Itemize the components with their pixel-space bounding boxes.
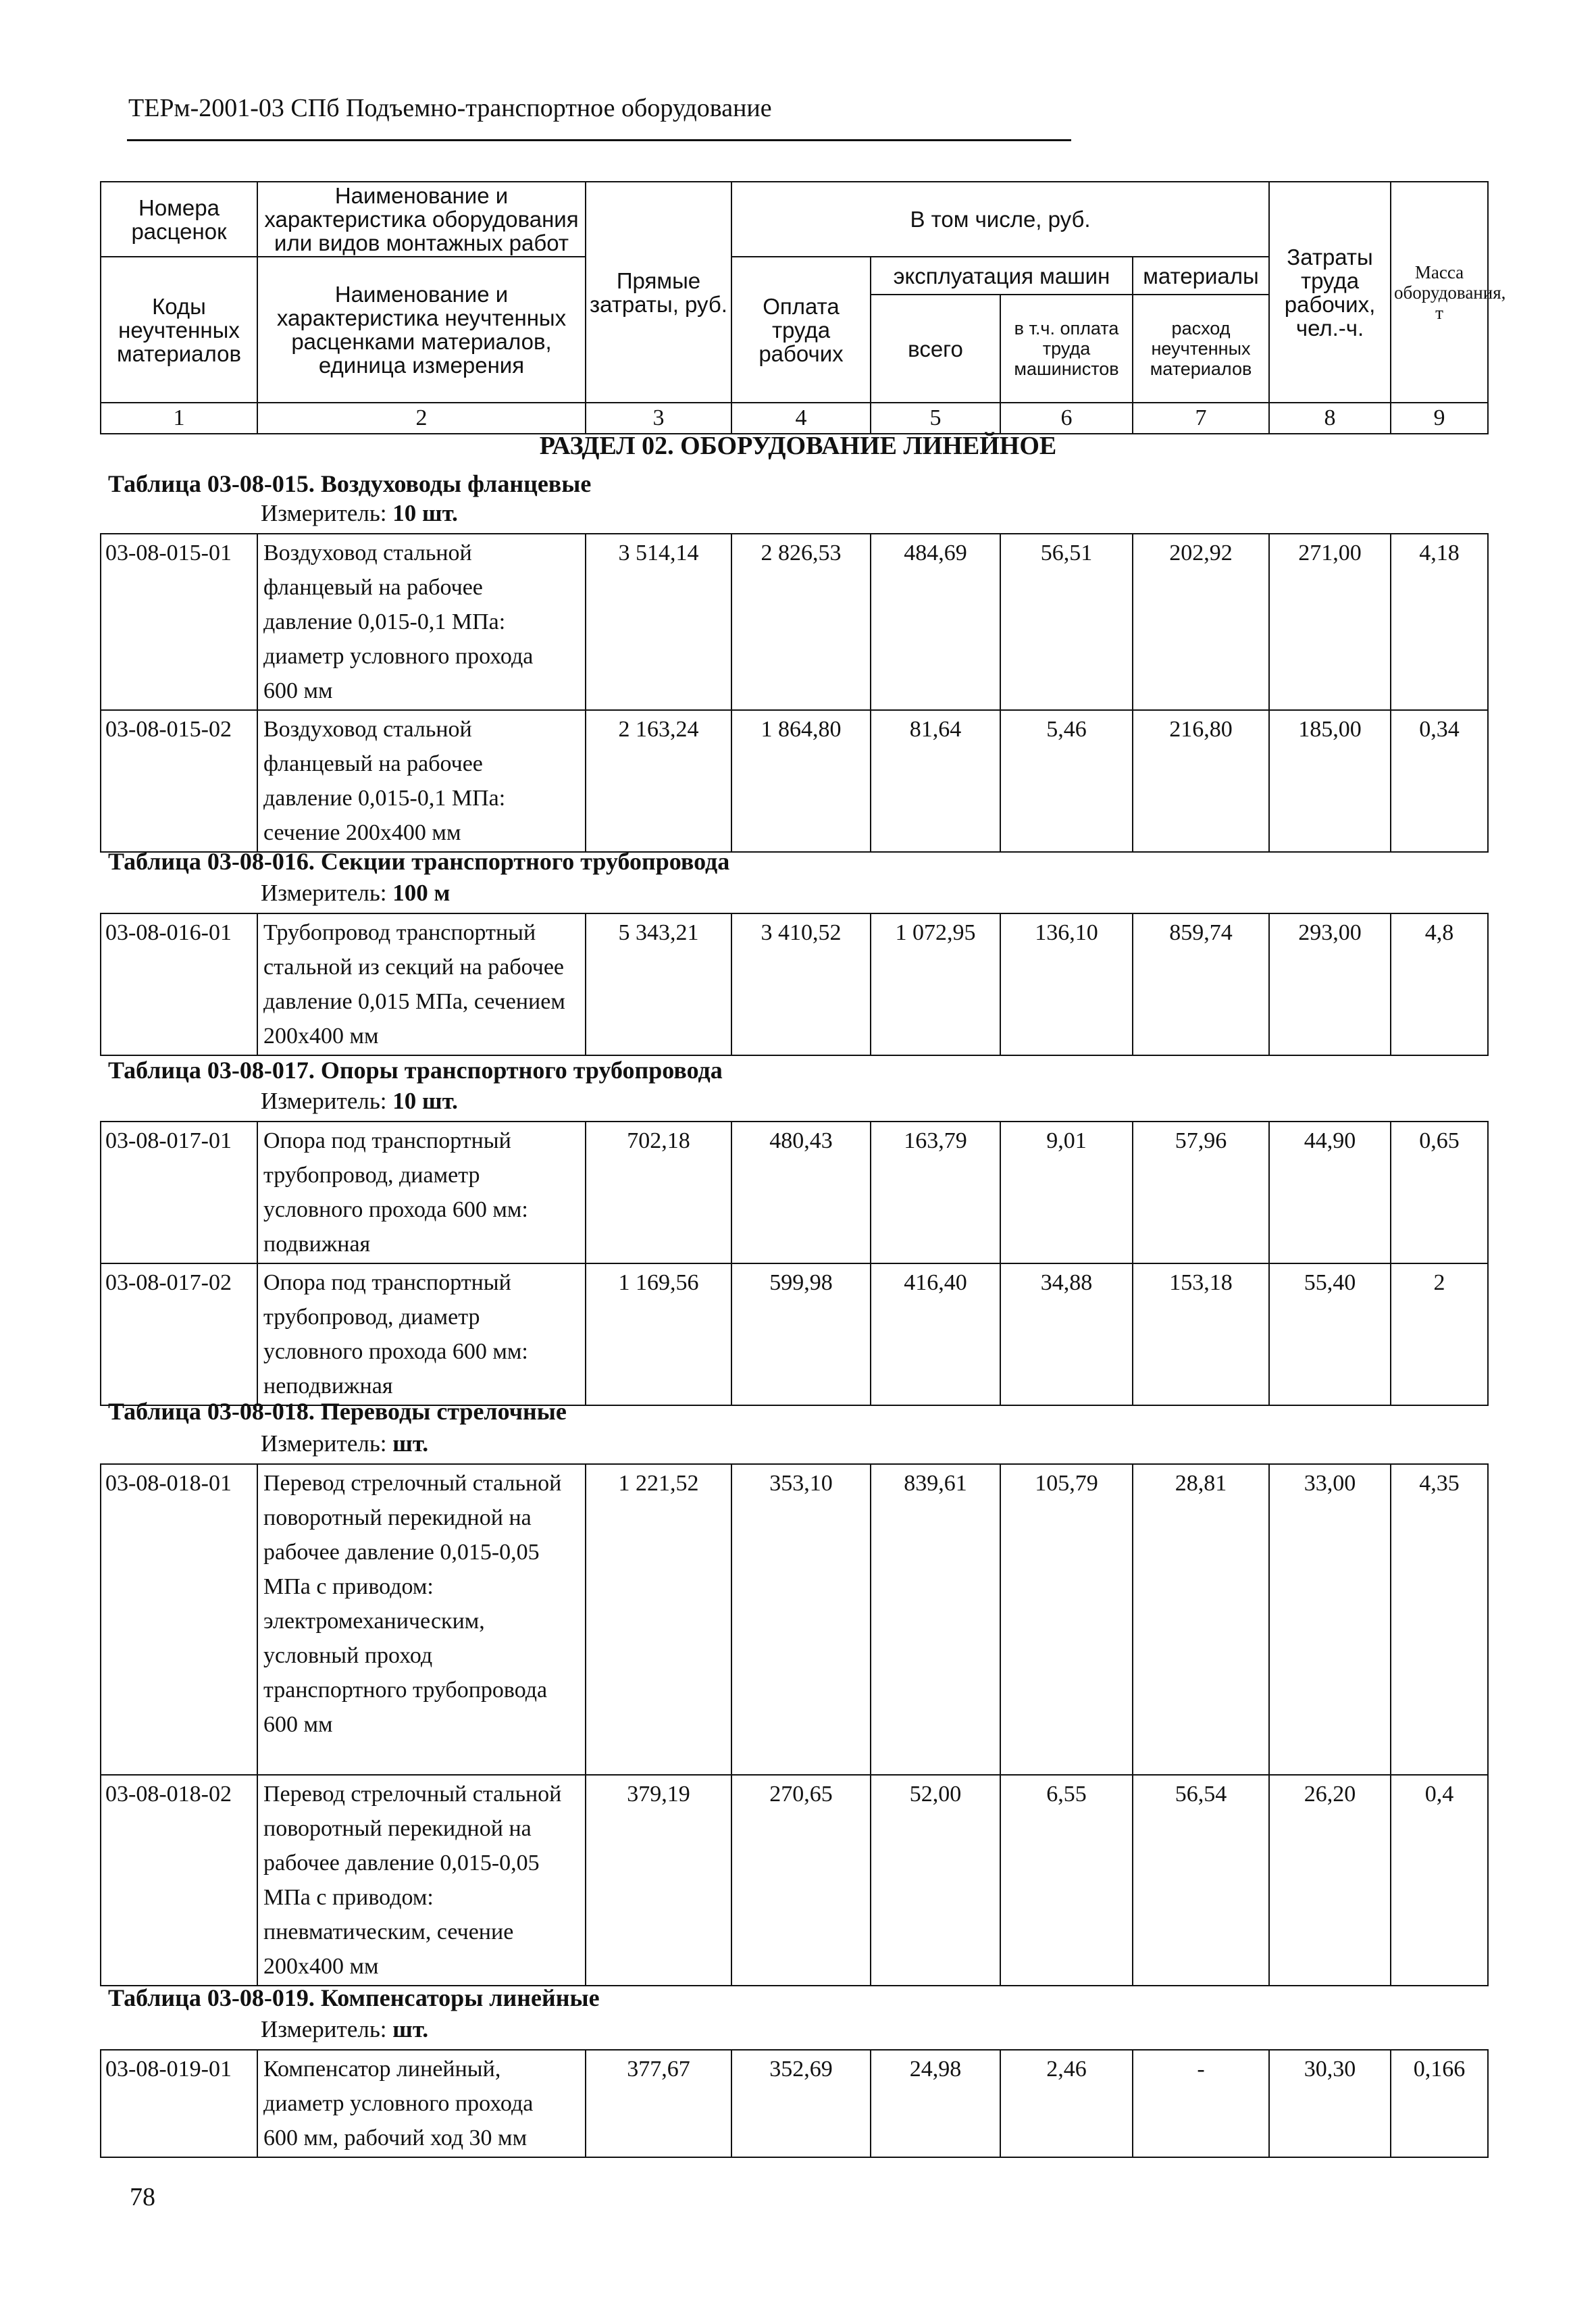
value-direct: 2 163,24 [586,710,731,852]
rate-code: 03-08-016-01 [101,913,257,1055]
value-operators: 105,79 [1000,1464,1133,1775]
value-machines: 24,98 [871,2050,1000,2157]
work-description [257,913,586,1055]
column-number: 6 [1000,403,1133,434]
rate-code: 03-08-015-02 [101,710,257,852]
table-title: Таблица 03-08-016. Секции транспортного трубопровода [108,848,730,875]
value-machines: 416,40 [871,1263,1000,1405]
column-number: 7 [1133,403,1269,434]
table-row [101,913,1488,1055]
value-mass: 2 [1391,1263,1488,1405]
description-line: неподвижная [263,1374,393,1399]
table-title: Таблица 03-08-015. Воздуховоды фланцевые [108,470,592,497]
rate-code: 03-08-017-01 [101,1122,257,1263]
description-line: давление 0,015-0,1 МПа: [263,786,506,811]
page-header: ТЕРм-2001-03 СПб Подъемно-транспортное оборудование [128,94,772,122]
rate-table [100,1463,1489,1986]
unit-label: Измеритель: [261,2016,387,2042]
rate-code: 03-08-019-01 [101,2050,257,2157]
table-row [101,2050,1488,2157]
unit-label: Измеритель: [261,1430,387,1457]
description-line: фланцевый на рабочее [263,751,483,776]
unit-of-measure [261,1088,458,1115]
unit-label: Измеритель: [261,1088,387,1114]
value-mass: 0,65 [1391,1122,1488,1263]
description-line: давление 0,015 МПа, сечением [263,989,565,1014]
header-rule [127,139,1071,141]
column-number: 5 [871,403,1000,434]
value-direct: 1 169,56 [586,1263,731,1405]
description-line: рабочее давление 0,015-0,05 [263,1540,540,1565]
description-line: диаметр условного прохода [263,2091,534,2116]
description-line: 200х400 мм [263,1024,379,1049]
description-line: сечение 200х400 мм [263,820,461,845]
value-wages: 353,10 [731,1464,871,1775]
value-direct: 3 514,14 [586,534,731,710]
value-mass: 4,8 [1391,913,1488,1055]
work-description [257,2050,586,2157]
value-wages: 1 864,80 [731,710,871,852]
description-line: стальной из секций на рабочее [263,955,565,980]
header-including: В том числе, руб. [731,182,1269,257]
value-operators: 56,51 [1000,534,1133,710]
unit-of-measure [261,880,450,907]
value-materials: 56,54 [1133,1775,1269,1986]
value-wages: 599,98 [731,1263,871,1405]
value-materials: 859,74 [1133,913,1269,1055]
description-line: электромеханическим, [263,1609,485,1634]
description-line: 200х400 мм [263,1954,379,1979]
description-line: условного прохода 600 мм: [263,1339,528,1364]
description-line: рабочее давление 0,015-0,05 [263,1851,540,1876]
value-mass: 0,166 [1391,2050,1488,2157]
description-line: диаметр условного прохода [263,644,534,669]
value-mass: 0,4 [1391,1775,1488,1986]
page-number: 78 [130,2183,155,2211]
table-row [101,1122,1488,1263]
value-mass: 4,18 [1391,534,1488,710]
value-materials: 28,81 [1133,1464,1269,1775]
work-description [257,1464,586,1775]
header-work-name: Наименование и характеристика оборудования или видов монтажных работ [257,182,586,257]
value-wages: 270,65 [731,1775,871,1986]
column-number: 1 [101,403,257,434]
rate-table [100,913,1489,1056]
table-row [101,1263,1488,1405]
value-machines: 52,00 [871,1775,1000,1986]
rate-table [100,2049,1489,2158]
value-direct: 379,19 [586,1775,731,1986]
value-machines: 484,69 [871,534,1000,710]
value-labor: 30,30 [1269,2050,1391,2157]
unit-of-measure [261,2016,428,2043]
unit-value: 10 шт. [392,1088,458,1114]
header-unaccounted-materials: расход неучтенных материалов [1133,295,1269,403]
column-header-table [100,181,1506,434]
header-materials: материалы [1133,257,1269,295]
work-description [257,534,586,710]
header-machines-total: всего [871,295,1000,403]
description-line: Воздуховод стальной [263,540,472,565]
description-line: подвижная [263,1232,371,1257]
table-title: Таблица 03-08-017. Опоры транспортного трубопровода [108,1057,723,1084]
work-description [257,710,586,852]
unit-label: Измеритель: [261,880,387,906]
rate-code: 03-08-017-02 [101,1263,257,1405]
value-materials: 153,18 [1133,1263,1269,1405]
value-direct: 377,67 [586,2050,731,2157]
value-labor: 55,40 [1269,1263,1391,1405]
value-direct: 5 343,21 [586,913,731,1055]
value-mass: 0,34 [1391,710,1488,852]
description-line: Опора под транспортный [263,1128,511,1153]
value-labor: 44,90 [1269,1122,1391,1263]
unit-label: Измеритель: [261,500,387,526]
header-equipment-mass: Масса оборудования, т [1391,182,1488,403]
unit-of-measure [261,1430,428,1457]
value-operators: 136,10 [1000,913,1133,1055]
header-operator-wages: в т.ч. оплата труда машинистов [1000,295,1133,403]
description-line: 600 мм, рабочий ход 30 мм [263,2126,527,2150]
header-worker-wages: Оплата труда рабочих [731,257,871,403]
description-line: Перевод стрелочный стальной [263,1471,562,1496]
table-row [101,534,1488,710]
value-materials: 57,96 [1133,1122,1269,1263]
value-operators: 2,46 [1000,2050,1133,2157]
table-title: Таблица 03-08-019. Компенсаторы линейные [108,1984,600,2011]
description-line: транспортного трубопровода [263,1678,548,1703]
description-line: МПа с приводом: [263,1885,434,1910]
description-line: фланцевый на рабочее [263,575,483,600]
rate-code: 03-08-015-01 [101,534,257,710]
value-direct: 1 221,52 [586,1464,731,1775]
value-wages: 480,43 [731,1122,871,1263]
description-line: Перевод стрелочный стальной [263,1782,562,1807]
rate-table [100,533,1489,853]
header-labor-costs: Затраты труда рабочих, чел.-ч. [1269,182,1391,403]
work-description [257,1122,586,1263]
description-line: условный проход [263,1643,433,1668]
description-line: давление 0,015-0,1 МПа: [263,609,506,634]
header-rate-numbers: Номера расценок [101,182,257,257]
value-operators: 34,88 [1000,1263,1133,1405]
table-row [101,710,1488,852]
value-labor: 33,00 [1269,1464,1391,1775]
unit-value: шт. [392,1430,429,1457]
header-material-codes: Коды неучтенных материалов [101,257,257,403]
header-material-name: Наименование и характеристика неучтенных расценками материалов, единица измерения [257,257,586,403]
column-number: 2 [257,403,586,434]
value-materials: - [1133,2050,1269,2157]
description-line: трубопровод, диаметр [263,1305,480,1330]
value-labor: 293,00 [1269,913,1391,1055]
value-machines: 1 072,95 [871,913,1000,1055]
value-wages: 3 410,52 [731,913,871,1055]
header-direct-costs: Прямые затраты, руб. [586,182,731,403]
value-wages: 2 826,53 [731,534,871,710]
description-line: МПа с приводом: [263,1574,434,1599]
unit-value: шт. [392,2016,429,2042]
description-line: 600 мм [263,678,333,703]
value-operators: 6,55 [1000,1775,1133,1986]
description-line: поворотный перекидной на [263,1505,532,1530]
unit-value: 10 шт. [392,500,458,526]
header-machine-operation: эксплуатация машин [871,257,1133,295]
unit-of-measure [261,500,458,527]
value-materials: 216,80 [1133,710,1269,852]
value-machines: 839,61 [871,1464,1000,1775]
rate-table [100,1121,1489,1406]
value-operators: 5,46 [1000,710,1133,852]
value-wages: 352,69 [731,2050,871,2157]
description-line: Трубопровод транспортный [263,920,536,945]
work-description [257,1263,586,1405]
value-materials: 202,92 [1133,534,1269,710]
description-line: условного прохода 600 мм: [263,1197,528,1222]
description-line: поворотный перекидной на [263,1816,532,1841]
rate-code: 03-08-018-02 [101,1775,257,1986]
column-number: 4 [731,403,871,434]
value-labor: 271,00 [1269,534,1391,710]
description-line: Воздуховод стальной [263,717,472,742]
unit-value: 100 м [392,880,451,906]
description-line: 600 мм [263,1712,333,1737]
description-line: пневматическим, сечение [263,1919,514,1944]
column-number: 9 [1391,403,1488,434]
value-labor: 26,20 [1269,1775,1391,1986]
table-title: Таблица 03-08-018. Переводы стрелочные [108,1398,567,1425]
description-line: Компенсатор линейный, [263,2057,501,2082]
description-line: Опора под транспортный [263,1270,511,1295]
section-title: РАЗДЕЛ 02. ОБОРУДОВАНИЕ ЛИНЕЙНОЕ [539,432,1057,460]
value-labor: 185,00 [1269,710,1391,852]
column-number: 8 [1269,403,1391,434]
description-line: трубопровод, диаметр [263,1163,480,1188]
rate-code: 03-08-018-01 [101,1464,257,1775]
table-row [101,1775,1488,1986]
work-description [257,1775,586,1986]
column-number: 3 [586,403,731,434]
value-operators: 9,01 [1000,1122,1133,1263]
table-row [101,1464,1488,1775]
value-machines: 81,64 [871,710,1000,852]
value-machines: 163,79 [871,1122,1000,1263]
value-direct: 702,18 [586,1122,731,1263]
value-mass: 4,35 [1391,1464,1488,1775]
